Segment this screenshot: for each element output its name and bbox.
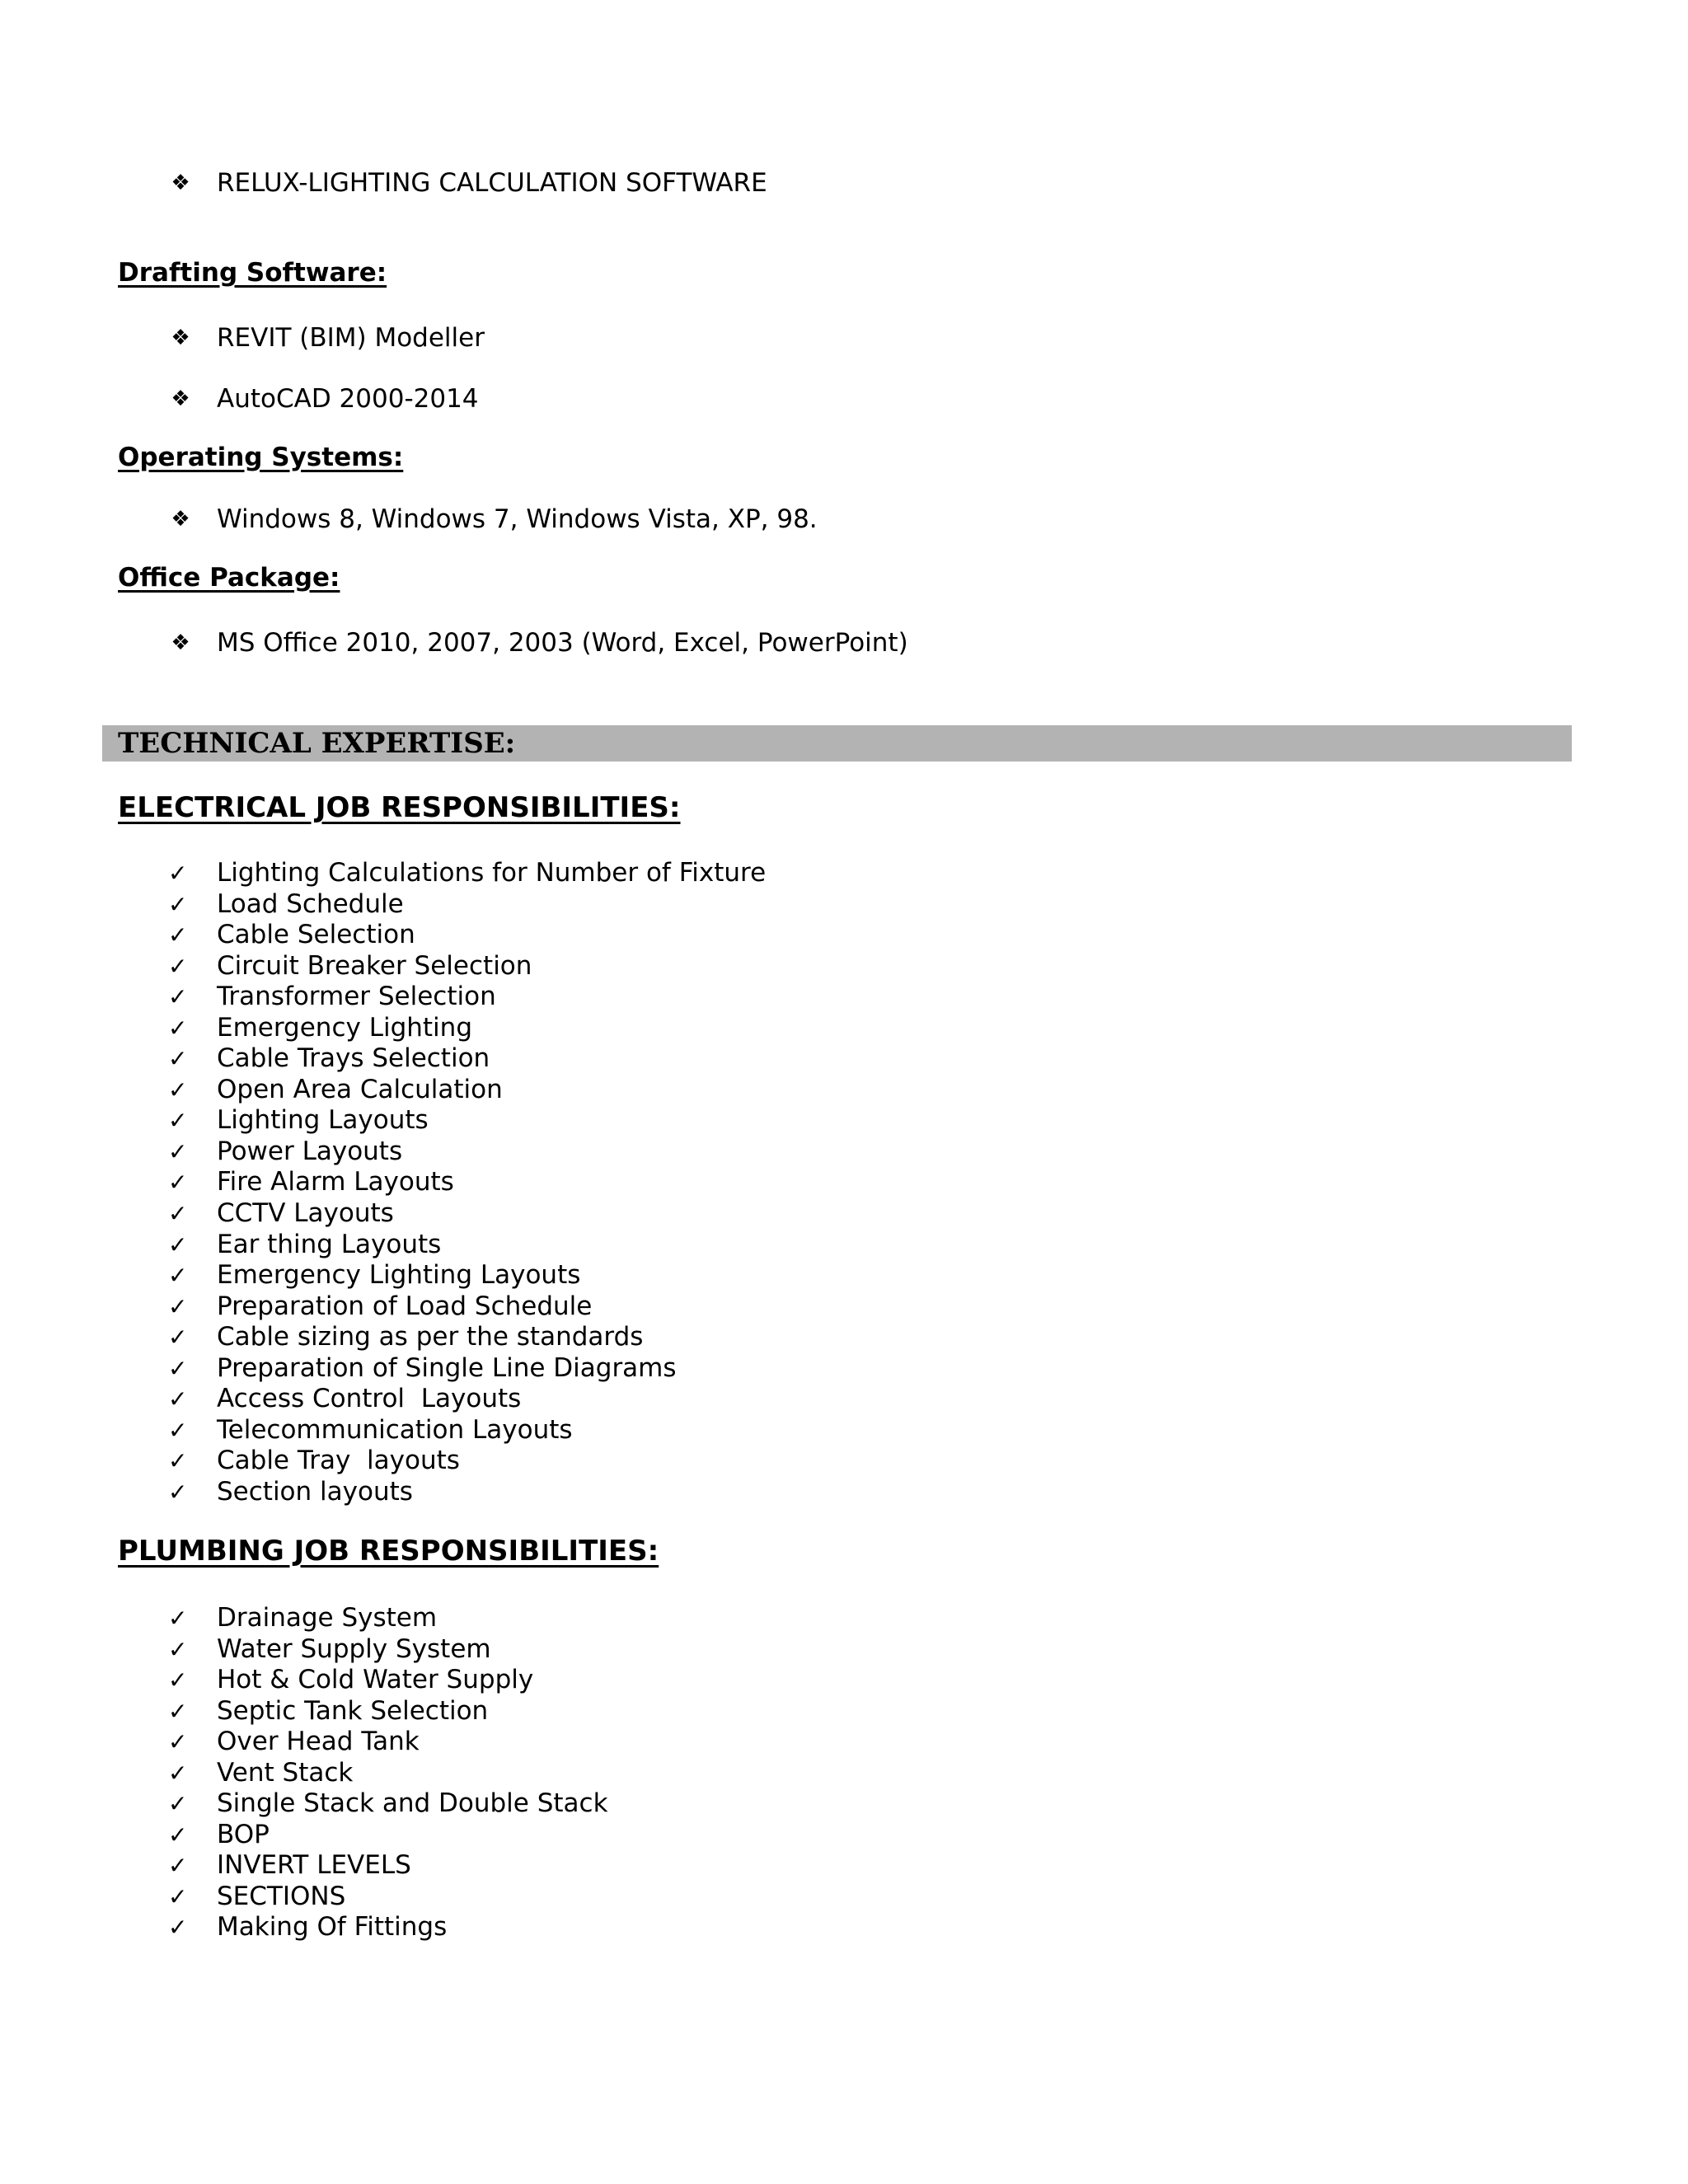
- electrical-list-item: [0, 1230, 1688, 1261]
- plumbing-list-item: [0, 1665, 1688, 1696]
- electrical-list-item: [0, 1384, 1688, 1415]
- checkmark-icon: ✓: [168, 1416, 188, 1444]
- plumbing-responsibilities-list: [0, 1603, 1688, 1943]
- list-item-text: Circuit Breaker Selection: [217, 950, 532, 981]
- list-item-text: SECTIONS: [217, 1881, 346, 1911]
- checkmark-icon: ✓: [168, 1697, 188, 1725]
- list-item-text: Cable Tray layouts: [217, 1446, 460, 1476]
- electrical-list-item: [0, 858, 1688, 889]
- checkmark-icon: ✓: [168, 1852, 188, 1880]
- list-item-text: Drainage System: [217, 1603, 438, 1633]
- technical-expertise-banner: [102, 725, 1572, 762]
- list-item-text: Emergency Lighting Layouts: [217, 1260, 581, 1291]
- checkmark-icon: ✓: [168, 1169, 188, 1197]
- checkmark-icon: ✓: [168, 1354, 188, 1382]
- list-item-text: Lighting Layouts: [217, 1105, 429, 1136]
- diamond-bullet-icon: ❖: [171, 507, 190, 532]
- checkmark-icon: ✓: [168, 1790, 188, 1818]
- list-item-text: CCTV Layouts: [217, 1198, 394, 1229]
- plumbing-list-item: [0, 1788, 1688, 1820]
- plumbing-list-item: [0, 1758, 1688, 1789]
- list-item-text: Power Layouts: [217, 1136, 403, 1166]
- checkmark-icon: ✓: [168, 983, 188, 1011]
- list-item-text: Making Of Fittings: [217, 1912, 448, 1943]
- list-item-text: Hot & Cold Water Supply: [217, 1665, 534, 1695]
- plumbing-list-item: [0, 1850, 1688, 1882]
- checkmark-icon: ✓: [168, 1014, 188, 1042]
- electrical-list-item: [0, 1415, 1688, 1446]
- checkmark-icon: ✓: [168, 1324, 188, 1352]
- electrical-list-item: [0, 1105, 1688, 1137]
- checkmark-icon: ✓: [168, 1200, 188, 1228]
- drafting-software-heading: Drafting Software:: [118, 258, 387, 288]
- office-package-heading: Office Package:: [118, 563, 340, 593]
- plumbing-list-item: [0, 1634, 1688, 1666]
- checkmark-icon: ✓: [168, 1882, 188, 1910]
- checkmark-icon: ✓: [168, 1045, 188, 1073]
- electrical-list-item: [0, 1167, 1688, 1198]
- list-item-text: Vent Stack: [217, 1757, 354, 1788]
- list-item-text: Transformer Selection: [217, 982, 496, 1012]
- checkmark-icon: ✓: [168, 1914, 188, 1942]
- list-item-text: Telecommunication Layouts: [217, 1414, 573, 1445]
- plumbing-list-item: [0, 1727, 1688, 1758]
- electrical-list-item: [0, 1075, 1688, 1106]
- checkmark-icon: ✓: [168, 1666, 188, 1694]
- diamond-bullet-icon: ❖: [171, 630, 190, 655]
- electrical-list-item: [0, 1260, 1688, 1291]
- list-item-text: Cable Trays Selection: [217, 1043, 490, 1074]
- checkmark-icon: ✓: [168, 890, 188, 918]
- list-item-text: Load Schedule: [217, 888, 404, 919]
- list-item-text: Access Control Layouts: [217, 1384, 522, 1414]
- list-item-text: Water Supply System: [217, 1633, 491, 1664]
- checkmark-icon: ✓: [168, 860, 188, 887]
- electrical-list-item: [0, 1013, 1688, 1044]
- checkmark-icon: ✓: [168, 1107, 188, 1135]
- electrical-responsibilities-heading: ELECTRICAL JOB RESPONSIBILITIES:: [118, 791, 681, 824]
- electrical-list-item: [0, 1353, 1688, 1385]
- electrical-list-item: [0, 1043, 1688, 1075]
- checkmark-icon: ✓: [168, 952, 188, 980]
- electrical-list-item: [0, 1198, 1688, 1230]
- bullet-text: AutoCAD 2000-2014: [217, 384, 479, 414]
- electrical-list-item: [0, 1322, 1688, 1353]
- bullet-text: RELUX-LIGHTING CALCULATION SOFTWARE: [217, 168, 767, 198]
- electrical-responsibilities-list: [0, 858, 1688, 1507]
- list-item-text: BOP: [217, 1819, 270, 1849]
- plumbing-list-item: [0, 1603, 1688, 1634]
- checkmark-icon: ✓: [168, 921, 188, 949]
- checkmark-icon: ✓: [168, 1447, 188, 1475]
- plumbing-list-item: [0, 1882, 1688, 1913]
- bullet-text: Windows 8, Windows 7, Windows Vista, XP, 98.: [217, 504, 818, 534]
- electrical-list-item: [0, 920, 1688, 951]
- list-item-text: Cable Selection: [217, 920, 415, 950]
- operating-systems-heading: Operating Systems:: [118, 443, 404, 472]
- list-item-text: Cable sizing as per the standards: [217, 1322, 644, 1352]
- bullet-text: REVIT (BIM) Modeller: [217, 323, 485, 353]
- electrical-list-item: [0, 889, 1688, 921]
- list-item-text: Preparation of Single Line Diagrams: [217, 1352, 677, 1383]
- bullet-text: MS Office 2010, 2007, 2003 (Word, Excel, PowerPoint): [217, 628, 908, 658]
- list-item-text: INVERT LEVELS: [217, 1850, 411, 1881]
- checkmark-icon: ✓: [168, 1605, 188, 1632]
- list-item-text: Preparation of Load Schedule: [217, 1291, 593, 1321]
- checkmark-icon: ✓: [168, 1137, 188, 1165]
- electrical-list-item: [0, 1477, 1688, 1508]
- diamond-bullet-icon: ❖: [171, 387, 190, 411]
- electrical-list-item: [0, 982, 1688, 1013]
- electrical-list-item: [0, 1446, 1688, 1477]
- checkmark-icon: ✓: [168, 1262, 188, 1290]
- list-item-text: Emergency Lighting: [217, 1012, 472, 1043]
- checkmark-icon: ✓: [168, 1728, 188, 1756]
- list-item-text: Lighting Calculations for Number of Fixture: [217, 858, 767, 888]
- checkmark-icon: ✓: [168, 1076, 188, 1104]
- checkmark-icon: ✓: [168, 1230, 188, 1258]
- electrical-list-item: [0, 1137, 1688, 1168]
- diamond-bullet-icon: ❖: [171, 171, 190, 195]
- checkmark-icon: ✓: [168, 1292, 188, 1320]
- list-item-text: Open Area Calculation: [217, 1074, 503, 1104]
- electrical-list-item: [0, 1291, 1688, 1323]
- checkmark-icon: ✓: [168, 1478, 188, 1506]
- plumbing-list-item: [0, 1912, 1688, 1943]
- checkmark-icon: ✓: [168, 1635, 188, 1663]
- list-item-text: Septic Tank Selection: [217, 1695, 489, 1726]
- plumbing-responsibilities-heading: PLUMBING JOB RESPONSIBILITIES:: [118, 1535, 659, 1568]
- list-item-text: Ear thing Layouts: [217, 1229, 442, 1259]
- electrical-list-item: [0, 951, 1688, 982]
- list-item-text: Section layouts: [217, 1476, 413, 1507]
- list-item-text: Single Stack and Double Stack: [217, 1788, 608, 1819]
- plumbing-list-item: [0, 1696, 1688, 1727]
- checkmark-icon: ✓: [168, 1821, 188, 1849]
- list-item-text: Over Head Tank: [217, 1727, 420, 1757]
- plumbing-list-item: [0, 1820, 1688, 1851]
- list-item-text: Fire Alarm Layouts: [217, 1167, 454, 1197]
- technical-expertise-title: TECHNICAL EXPERTISE:: [118, 727, 516, 760]
- checkmark-icon: ✓: [168, 1385, 188, 1413]
- diamond-bullet-icon: ❖: [171, 326, 190, 350]
- checkmark-icon: ✓: [168, 1759, 188, 1787]
